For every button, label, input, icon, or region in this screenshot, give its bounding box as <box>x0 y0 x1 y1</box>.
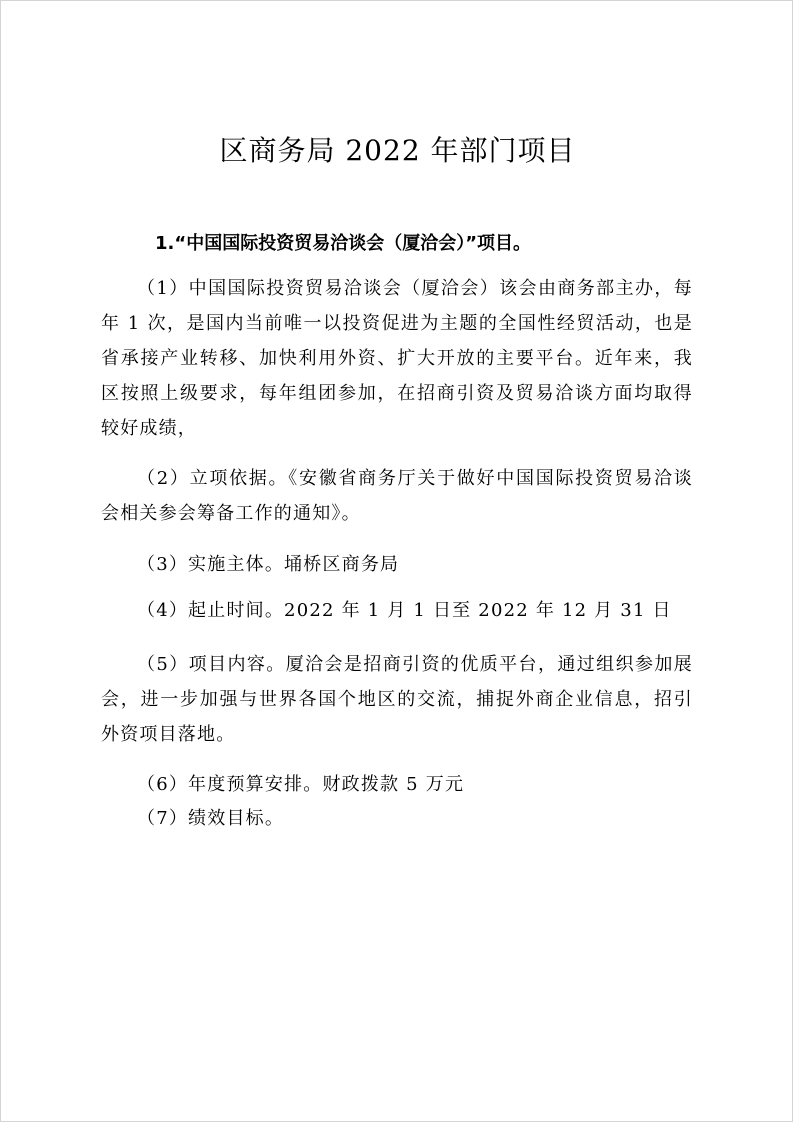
paragraph-basis: （2）立项依据。《安徽省商务厅关于做好中国国际投资贸易洽谈会相关参会筹备工作的通知》。 <box>101 468 693 524</box>
page-title: 区商务局 2022 年部门项目 <box>219 134 576 167</box>
paragraph-overview: （1）中国国际投资贸易洽谈会（厦洽会）该会由商务部主办，每年 1 次，是国内当前唯一以投资促进为主题的全国性经贸活动，也是省承接产业转移、加快利用外资、扩大开放的主要平台。近年来，我区按照上级要求，每年组团参加，在招商引资及贸易洽谈方面均取得较好成绩， <box>101 278 693 439</box>
paragraph-block-7 <box>101 801 693 836</box>
paragraph-block-4 <box>101 593 693 628</box>
paragraph-block-6 <box>101 767 693 802</box>
paragraph-block-2 <box>101 461 693 531</box>
paragraph-implementer: （3）实施主体。埇桥区商务局 <box>137 554 400 575</box>
paragraph-period: （4）起止时间。2022 年 1 月 1 日至 2022 年 12 月 31 日 <box>137 600 672 621</box>
paragraph-budget: （6）年度预算安排。财政拨款 5 万元 <box>137 774 465 795</box>
paragraph-content: （5）项目内容。厦洽会是招商引资的优质平台，通过组织参加展会，进一步加强与世界各国个地区的交流，捕捉外商企业信息，招引外资项目落地。 <box>101 654 693 745</box>
paragraph-goals: （7）绩效目标。 <box>137 808 285 829</box>
paragraph-block-5 <box>101 647 693 752</box>
section-heading: 1.“中国国际投资贸易洽谈会（厦洽会）”项目。 <box>155 233 532 254</box>
paragraph-block-3 <box>101 547 693 582</box>
paragraph-block-1 <box>101 271 693 446</box>
